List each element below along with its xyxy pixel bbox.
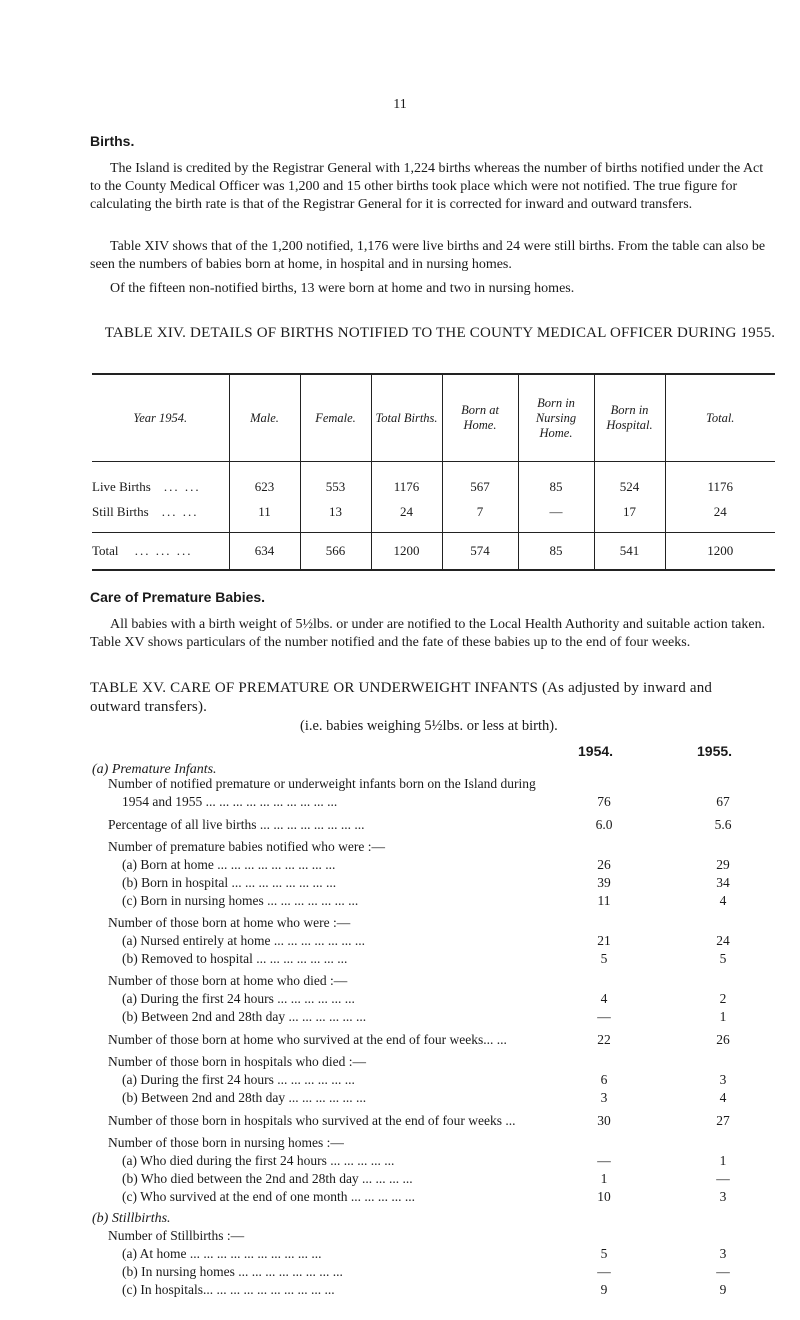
table-cell: 567 — [442, 462, 518, 500]
table-cell: 634 — [229, 533, 300, 571]
year-1955-header: 1955. — [697, 743, 733, 759]
table-row — [108, 1171, 773, 1190]
table-cell: 574 — [442, 533, 518, 571]
table-row — [108, 1054, 773, 1073]
row-label: (b) Born in hospital ... ... ... ... ... ... ... ... — [122, 875, 337, 890]
table-row — [108, 1246, 773, 1265]
row-label: (b) Who died between the 2nd and 28th day ... ... ... ... — [122, 1171, 413, 1186]
value-1955: — — [716, 1264, 730, 1279]
premature-heading: Care of Premature Babies. — [90, 589, 266, 605]
row-label: (c) In hospitals... ... ... ... ... ... ... ... ... ... — [122, 1282, 335, 1297]
value-1955: 1 — [719, 1153, 727, 1168]
table14-header: Born in Hospital. — [594, 374, 665, 462]
table15-caption-line2: outward transfers). — [90, 699, 208, 715]
row-label: Number of those born in hospitals who died :— — [108, 1054, 366, 1069]
table-cell: 24 — [371, 499, 442, 533]
value-1954: 26 — [597, 857, 611, 872]
table-row — [108, 933, 773, 952]
births-paragraph-2: Table XIV shows that of the 1,200 notified, 1,176 were live births and 24 were still births. From the table can also be seen the numbers of babies born at home, in hospital and in nursing homes. — [90, 239, 766, 272]
leader-dots: ... ... — [161, 503, 199, 519]
row-label: (b) Between 2nd and 28th day ... ... ... ... ... ... — [122, 1009, 367, 1024]
row-label: Total — [92, 543, 119, 558]
row-label: Percentage of all live births ... ... ... ... ... ... ... ... — [108, 817, 365, 832]
row-label: (b) Removed to hospital ... ... ... ... ... ... ... — [122, 951, 348, 966]
section-b-heading: (b) Stillbirths. — [92, 1211, 171, 1226]
row-label: 1954 and 1955 ... ... ... ... ... ... ... ... ... ... — [122, 794, 338, 809]
table-cell: 524 — [594, 462, 665, 500]
value-1955: 5.6 — [714, 817, 732, 832]
row-label: (c) Who survived at the end of one month ... ... ... ... ... — [122, 1189, 415, 1204]
row-label: (b) In nursing homes ... ... ... ... ... ... ... ... — [122, 1264, 343, 1279]
births-heading: Births. — [90, 133, 135, 149]
table-row — [108, 973, 773, 992]
table14-header: Born at Home. — [442, 374, 518, 462]
row-label: Number of those born in hospitals who survived at the end of four weeks ... — [108, 1113, 516, 1128]
value-1955: — — [716, 1171, 730, 1186]
value-1955: 3 — [719, 1189, 727, 1204]
value-1955: 27 — [716, 1113, 730, 1128]
row-label: (a) Nursed entirely at home ... ... ... ... ... ... ... — [122, 933, 365, 948]
row-label: (c) Born in nursing homes ... ... ... ... ... ... ... — [122, 893, 359, 908]
table14-header: Female. — [300, 374, 371, 462]
row-label: Number of those born at home who were :— — [108, 915, 351, 930]
table-row — [108, 1153, 773, 1172]
table-row — [108, 1135, 773, 1154]
table14-header: Year 1954. — [92, 374, 229, 462]
table-cell: 85 — [518, 533, 594, 571]
value-1955: 9 — [719, 1282, 727, 1297]
table-row — [108, 776, 773, 795]
row-label: (a) Born at home ... ... ... ... ... ... ... ... ... — [122, 857, 336, 872]
table-cell: 13 — [300, 499, 371, 533]
value-1954: 10 — [597, 1189, 611, 1204]
table-total-row — [92, 533, 775, 571]
table-row — [108, 1090, 773, 1109]
table-row — [108, 875, 773, 894]
table-row — [108, 1009, 773, 1028]
row-label: Number of premature babies notified who were :— — [108, 839, 386, 854]
table-cell: 541 — [594, 533, 665, 571]
value-1955: 24 — [716, 933, 730, 948]
table-cell: 11 — [229, 499, 300, 533]
table-row — [108, 1264, 773, 1283]
value-1954: 76 — [597, 794, 611, 809]
value-1954: 5 — [600, 951, 608, 966]
table-row — [108, 1282, 773, 1301]
table-cell: 85 — [518, 462, 594, 500]
value-1954: 11 — [597, 893, 611, 908]
value-1954: 3 — [600, 1090, 608, 1105]
table14-header: Male. — [229, 374, 300, 462]
table-row — [108, 839, 773, 858]
table-row — [108, 817, 773, 836]
table-row — [108, 1189, 773, 1208]
value-1954: 21 — [597, 933, 611, 948]
value-1955: 34 — [716, 875, 730, 890]
row-label: Number of Stillbirths :— — [108, 1228, 245, 1243]
value-1955: 29 — [716, 857, 730, 872]
table-cell: 1176 — [707, 478, 734, 494]
table-row — [108, 915, 773, 934]
value-1954: 6 — [600, 1072, 608, 1087]
leader-dots: ... ... ... — [134, 543, 193, 558]
value-1954: — — [597, 1153, 611, 1168]
table-cell: 1176 — [371, 462, 442, 500]
leader-dots: ... ... — [163, 478, 201, 494]
section-a-heading: (a) Premature Infants. — [92, 762, 217, 777]
table-row — [108, 991, 773, 1010]
page-number: 11 — [393, 97, 407, 112]
value-1955: 2 — [719, 991, 727, 1006]
table-cell: — — [518, 499, 594, 533]
value-1954: 9 — [600, 1282, 608, 1297]
table-row — [108, 857, 773, 876]
value-1955: 26 — [716, 1032, 730, 1047]
table-row — [108, 1113, 773, 1132]
table-row — [108, 794, 773, 813]
table15-subcaption: (i.e. babies weighing 5½lbs. or less at birth). — [300, 718, 558, 734]
value-1954: 22 — [597, 1032, 611, 1047]
premature-paragraph: All babies with a birth weight of 5½lbs. or under are notified to the Local Health Authority and suitable action taken. Table XV shows particulars of the number notified and the fate of these babies up to the end of four weeks. — [90, 617, 766, 650]
births-paragraph-1: The Island is credited by the Registrar General with 1,224 births whereas the number of births notified under the Act to the County Medical Officer was 1,200 and 15 other births took place which were not notified. The true figure for calculating the birth rate is that of the Registrar General for it is corrected for inward and outward transfers. — [90, 161, 764, 212]
row-label: Number of notified premature or underweight infants born on the Island during — [108, 776, 536, 791]
value-1955: 4 — [719, 1090, 727, 1105]
value-1955: 3 — [719, 1072, 727, 1087]
value-1954: 5 — [600, 1246, 608, 1261]
table-cell: 24 — [713, 503, 727, 519]
value-1955: 5 — [719, 951, 727, 966]
table15-caption-line1: TABLE XV. CARE OF PREMATURE OR UNDERWEIGHT INFANTS (As adjusted by inward and — [90, 680, 713, 696]
table-row — [92, 462, 775, 500]
table14-header: Born in Nursing Home. — [518, 374, 594, 462]
table14-caption: TABLE XIV. DETAILS OF BIRTHS NOTIFIED TO THE COUNTY MEDICAL OFFICER DURING 1955. — [104, 325, 776, 341]
value-1954: 39 — [597, 875, 611, 890]
table14-header: Total Births. — [371, 374, 442, 462]
table-cell: 1200 — [371, 533, 442, 571]
table-cell: 7 — [442, 499, 518, 533]
table-cell: 553 — [300, 462, 371, 500]
value-1955: 3 — [719, 1246, 727, 1261]
value-1954: — — [597, 1009, 611, 1024]
births-paragraph-3: Of the fifteen non-notified births, 13 were born at home and two in nursing homes. — [110, 281, 575, 296]
row-label: Number of those born in nursing homes :— — [108, 1135, 344, 1150]
row-label: (a) During the first 24 hours ... ... ... ... ... ... — [122, 991, 355, 1006]
table-row — [108, 1228, 773, 1247]
row-label: (a) Who died during the first 24 hours ... ... ... ... ... — [122, 1153, 395, 1168]
value-1954: 30 — [597, 1113, 611, 1128]
table14-header-row — [92, 374, 775, 462]
table-cell: 1200 — [665, 533, 775, 571]
value-1955: 1 — [719, 1009, 727, 1024]
value-1954: 1 — [600, 1171, 608, 1186]
table-cell: 623 — [229, 462, 300, 500]
row-label: Still Births — [92, 503, 149, 519]
row-label: Number of those born at home who died :— — [108, 973, 348, 988]
row-label: (a) During the first 24 hours ... ... ... ... ... ... — [122, 1072, 355, 1087]
table-row — [108, 1032, 773, 1051]
value-1955: 4 — [719, 893, 727, 908]
value-1954: — — [597, 1264, 611, 1279]
table14 — [92, 373, 775, 571]
row-label: Number of those born at home who survived at the end of four weeks... ... — [108, 1032, 507, 1047]
value-1955: 67 — [716, 794, 730, 809]
table-row — [108, 951, 773, 970]
table-row — [92, 499, 775, 533]
table-row — [108, 1072, 773, 1091]
table-cell: 17 — [594, 499, 665, 533]
table-cell: 566 — [300, 533, 371, 571]
row-label: Live Births — [92, 478, 151, 494]
year-1954-header: 1954. — [578, 743, 614, 759]
value-1954: 4 — [600, 991, 608, 1006]
row-label: (a) At home ... ... ... ... ... ... ... ... ... ... — [122, 1246, 322, 1261]
value-1954: 6.0 — [595, 817, 613, 832]
table14-header: Total. — [665, 374, 775, 462]
row-label: (b) Between 2nd and 28th day ... ... ... ... ... ... — [122, 1090, 367, 1105]
table-row — [108, 893, 773, 912]
